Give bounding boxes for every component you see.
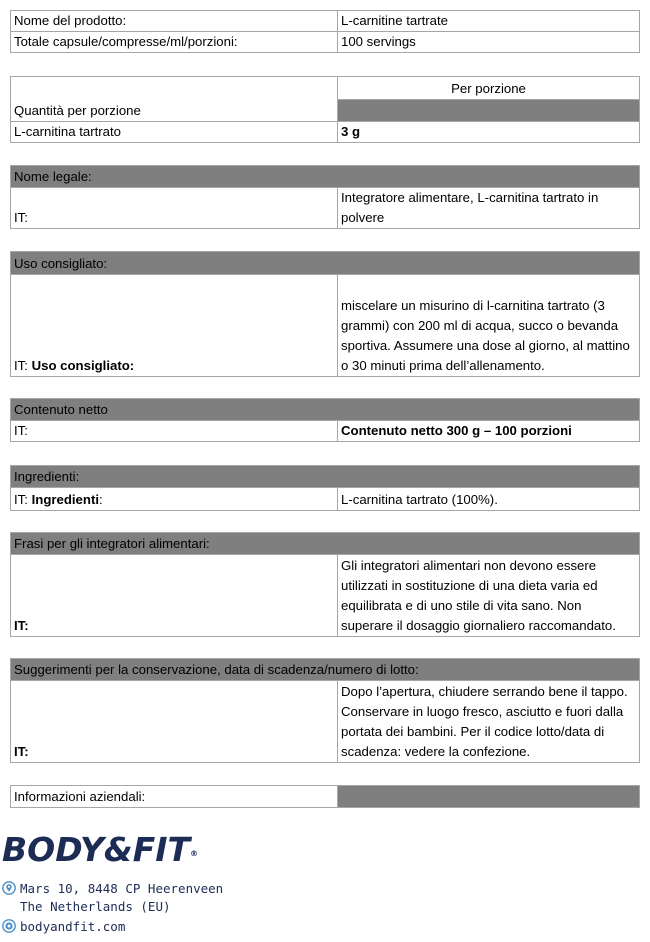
ingredient-name: L-carnitina tartrato (11, 122, 338, 143)
table-row (11, 188, 640, 229)
ingredients-value: L-carnitina tartrato (100%). (338, 488, 640, 511)
product-name-label: Nome del prodotto: (11, 11, 338, 32)
table-row (11, 488, 640, 511)
table-row (11, 555, 640, 637)
nutrition-table (10, 76, 640, 143)
supplement-phrases-header: Frasi per gli integratori alimentari: (11, 533, 640, 555)
table-row (11, 32, 640, 53)
section-header-row (11, 252, 640, 275)
location-pin-icon (2, 881, 16, 895)
company-header: Informazioni aziendali: (11, 786, 338, 808)
company-table (10, 785, 640, 808)
legal-name-lang: IT: (11, 188, 338, 229)
legal-name-value: Integratore alimentare, L-carnitina tartrato in polvere (338, 188, 640, 229)
servings-value: 100 servings (338, 32, 640, 53)
table-row (11, 77, 640, 100)
net-content-table (10, 398, 640, 442)
table-row (11, 275, 640, 377)
table-row (11, 786, 640, 808)
product-table (10, 10, 640, 53)
ingredients-lang (11, 488, 338, 511)
section-header-row (11, 166, 640, 188)
net-content-value-cell (338, 421, 640, 442)
supplement-phrases-table (10, 532, 640, 637)
storage-lang-cell (11, 681, 338, 763)
address-line-1: Mars 10, 8448 CP Heerenveen (20, 881, 224, 896)
ingredient-amount (338, 122, 640, 143)
supplement-phrases-lang: IT: (14, 618, 29, 633)
ingredients-colon: : (99, 492, 103, 507)
table-row (11, 11, 640, 32)
table-row (11, 681, 640, 763)
supplement-phrases-lang-cell (11, 555, 338, 637)
product-name-value: L-carnitine tartrate (338, 11, 640, 32)
legal-name-table (10, 165, 640, 229)
section-header-row (11, 466, 640, 488)
registered-mark: ® (190, 849, 199, 858)
usage-lang (11, 275, 338, 377)
table-row (11, 421, 640, 442)
per-serving-header: Per porzione (338, 77, 640, 100)
usage-value: miscelare un misurino di l-carnitina tartrato (3 grammi) con 200 ml di acqua, succo o bevanda sportiva. Assumere una dose al giorno, al mattino o 30 minuti prima dell’allenamento. (338, 275, 640, 377)
usage-label: Uso consigliato: (31, 358, 135, 373)
ingredients-header: Ingredienti: (11, 466, 640, 488)
section-header-row (11, 533, 640, 555)
globe-icon (2, 919, 16, 933)
table-row (11, 122, 640, 143)
storage-header: Suggerimenti per la conservazione, data di scadenza/numero di lotto: (11, 659, 640, 681)
section-header-row (11, 659, 640, 681)
ingredients-lang-code: IT: (14, 492, 28, 507)
legal-name-header: Nome legale: (11, 166, 640, 188)
storage-lang: IT: (14, 744, 29, 759)
ingredient-amount-value: 3 g (341, 124, 361, 139)
company-gray-cell (338, 786, 640, 808)
section-header-row (11, 399, 640, 421)
per-serving-gray-cell (338, 100, 640, 122)
supplement-phrases-value: Gli integratori alimentari non devono essere utilizzati in sostituzione di una dieta varia ed equilibrata e di uno stile di vita sano. Non superare il dosaggio giornaliero raccomandato. (338, 555, 640, 637)
servings-label: Totale capsule/compresse/ml/porzioni: (11, 32, 338, 53)
address-block (2, 880, 223, 898)
website-link[interactable]: bodyandfit.com (20, 919, 126, 934)
net-content-header: Contenuto netto (11, 399, 640, 421)
usage-lang-code: IT: (14, 358, 28, 373)
net-content-lang: IT: (11, 421, 338, 442)
usage-table (10, 251, 640, 377)
net-content-value: Contenuto netto 300 g – 100 porzioni (341, 423, 572, 438)
ingredients-table (10, 465, 640, 511)
website-block (2, 918, 125, 936)
quantity-per-serving-label: Quantità per porzione (11, 77, 338, 122)
brand-logo (2, 828, 198, 872)
usage-header: Uso consigliato: (11, 252, 640, 275)
address-line-2: The Netherlands (EU) (20, 899, 171, 914)
storage-table (10, 658, 640, 763)
brand-logo-text: BODY&FIT (2, 830, 191, 869)
ingredients-label: Ingredienti (31, 492, 99, 507)
storage-value: Dopo l’apertura, chiudere serrando bene il tappo. Conservare in luogo fresco, asciutto e fuori dalla portata dei bambini. Per il codice lotto/data di scadenza: vedere la confezione. (338, 681, 640, 763)
